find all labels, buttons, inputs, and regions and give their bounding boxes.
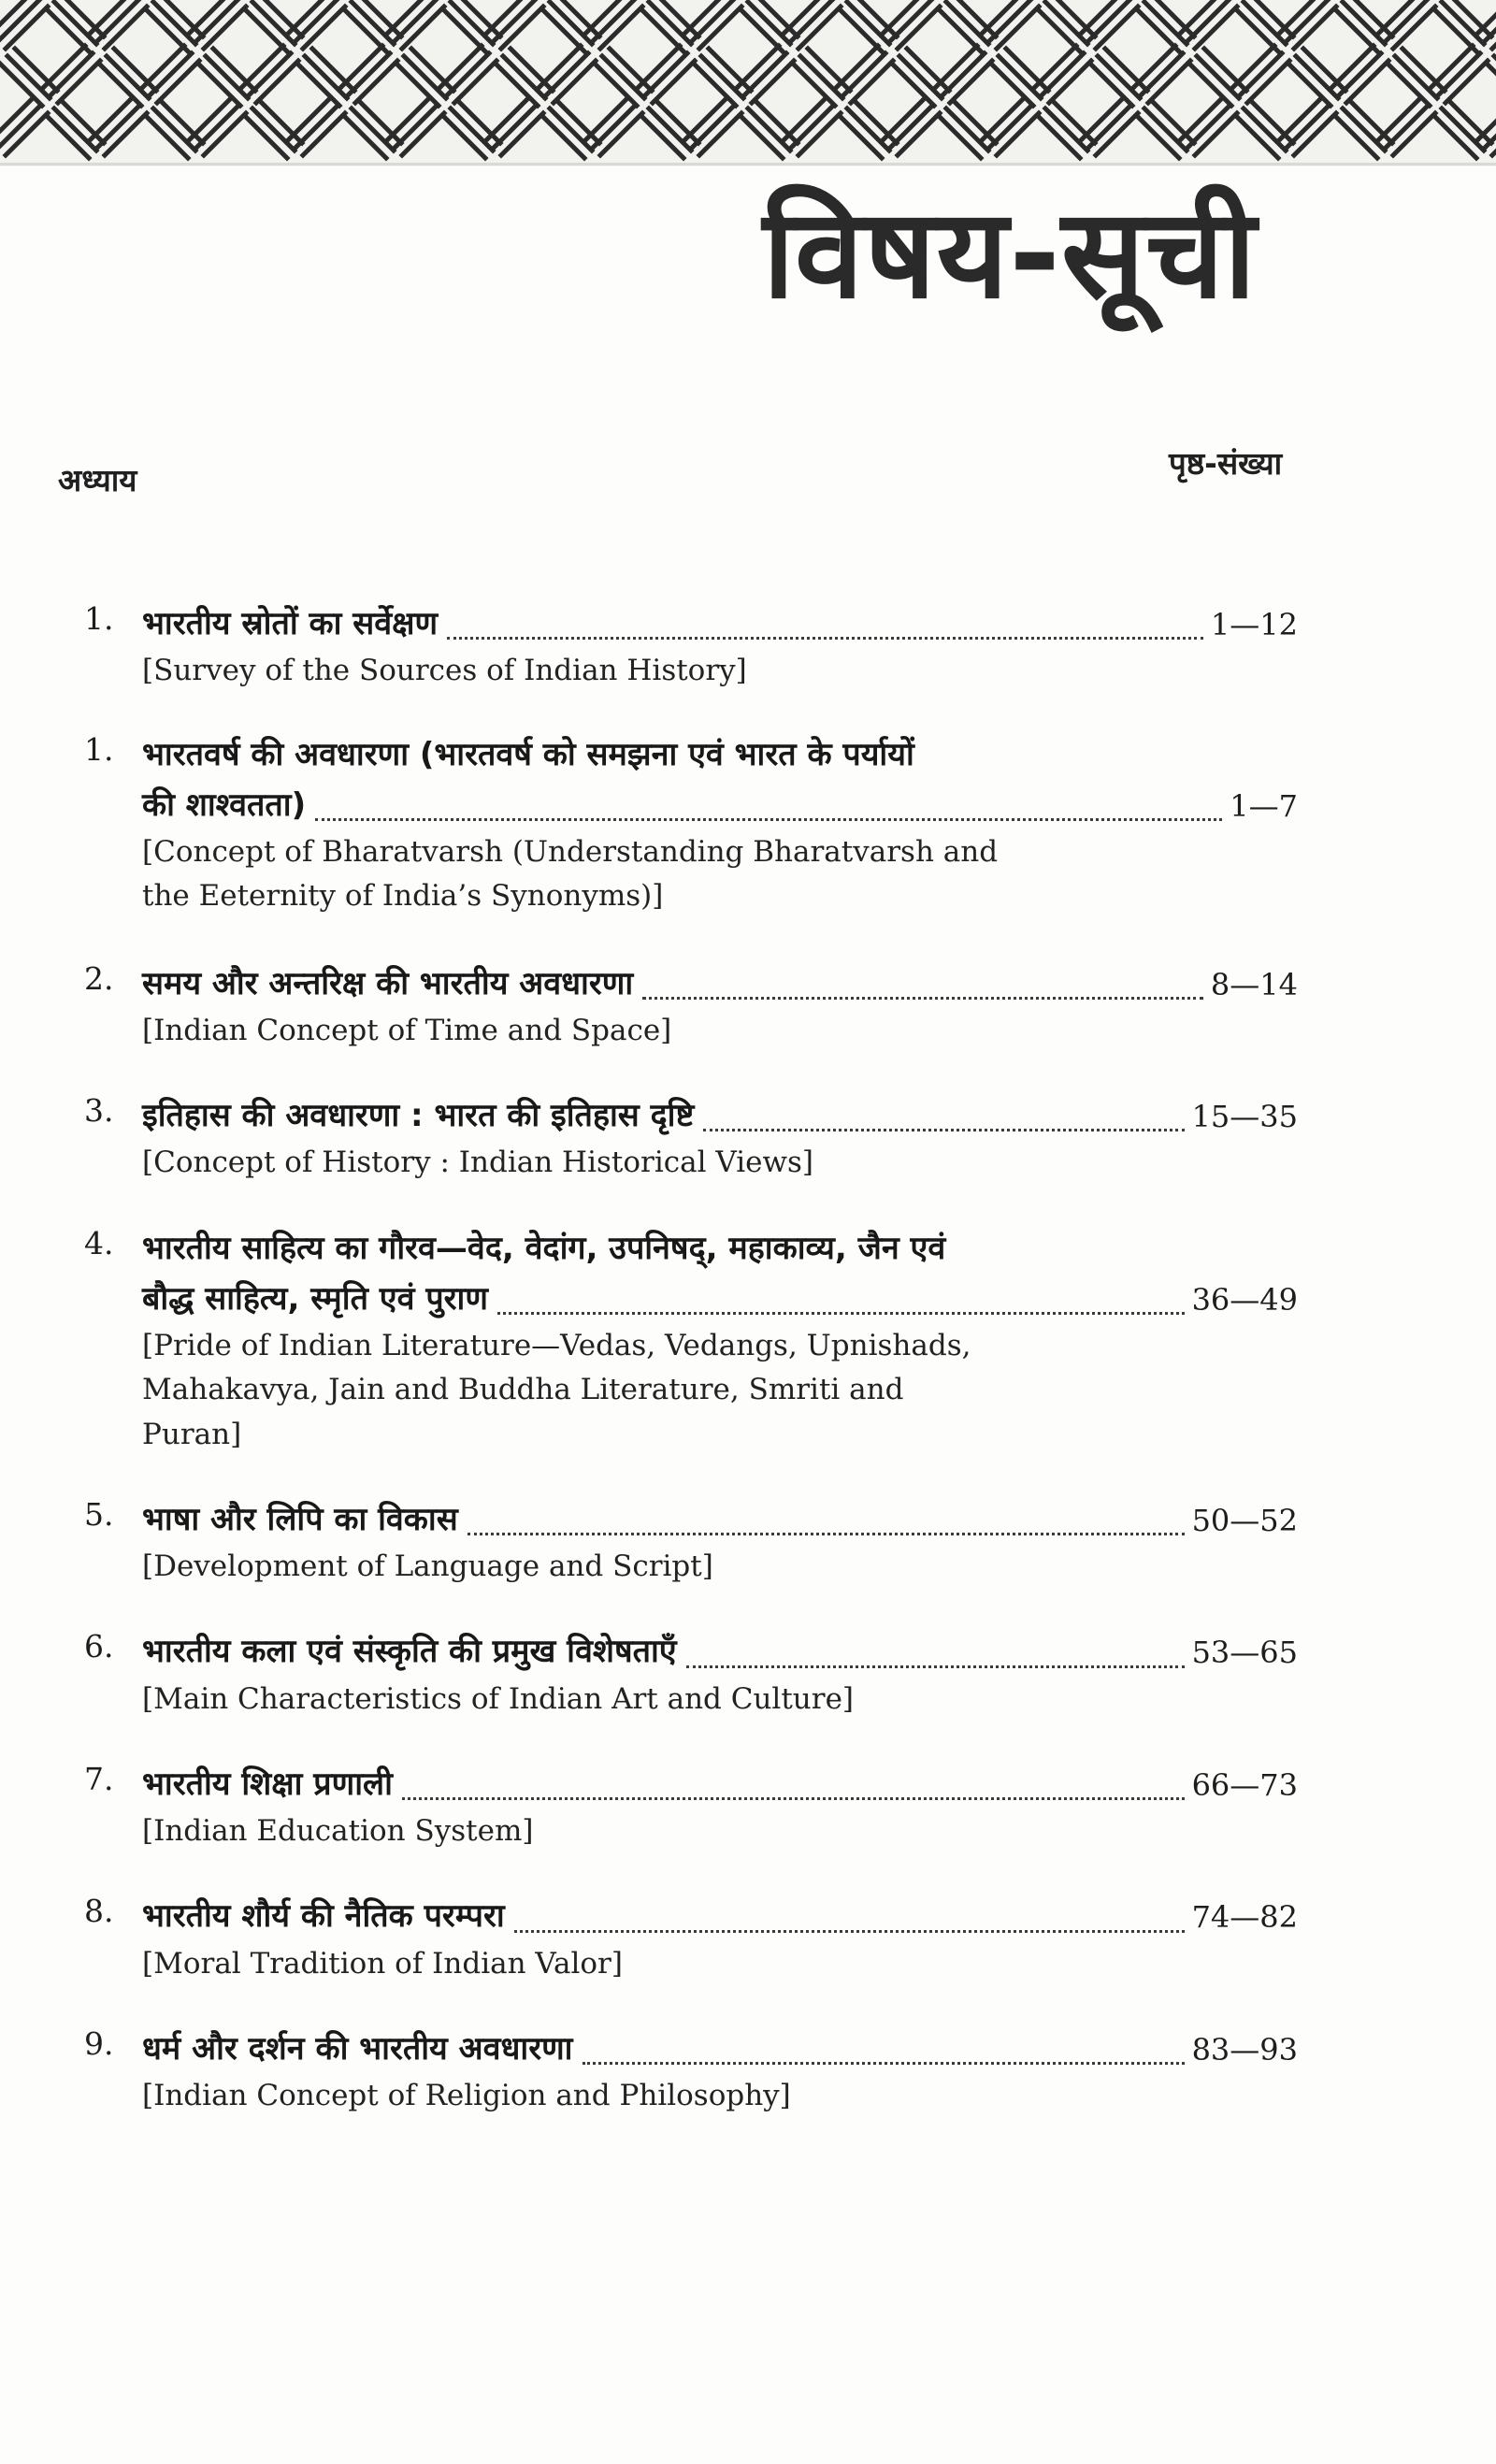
entry-body — [142, 1223, 1298, 1457]
entry-number: 6. — [84, 1628, 114, 1665]
dot-leader — [315, 818, 1222, 821]
entry-number: 7. — [84, 1760, 114, 1797]
english-title-line: [Pride of Indian Literature—Vedas, Vedangs, Upnishads, — [142, 1329, 971, 1363]
toc-entry — [84, 1223, 1374, 1457]
entry-title-line — [142, 598, 1298, 649]
english-title: [Indian Education System] — [142, 1814, 534, 1848]
chapter-column-heading: अध्याय — [58, 462, 137, 498]
dot-leader — [402, 1797, 1185, 1800]
dot-leader — [514, 1930, 1185, 1933]
entry-title-line — [142, 1274, 1298, 1324]
page-range: 53—65 — [1191, 1635, 1298, 1671]
hindi-title: भारतीय शिक्षा प्रणाली — [142, 1765, 393, 1803]
page-title: विषय-सूची — [762, 182, 1258, 326]
page-range: 15—35 — [1191, 1099, 1298, 1135]
page-range: 50—52 — [1191, 1502, 1298, 1538]
toc-entry — [84, 1759, 1374, 1854]
entry-number: 5. — [84, 1495, 114, 1533]
entry-body — [142, 1759, 1298, 1854]
hindi-title: धर्म और दर्शन की भारतीय अवधारणा — [142, 2029, 573, 2068]
english-title-line: [Concept of Bharatvarsh (Understanding Bharatvarsh and — [142, 835, 999, 870]
toc-entry — [84, 729, 1374, 919]
page-range: 83—93 — [1191, 2031, 1298, 2068]
toc-entry — [84, 1090, 1374, 1186]
entry-body — [142, 729, 1298, 919]
page-range: 66—73 — [1191, 1766, 1298, 1803]
entry-number: 4. — [84, 1224, 114, 1261]
hindi-title: भारतीय कला एवं संस्कृति की प्रमुख विशेषताएँ — [142, 1633, 677, 1671]
hindi-title: भारतीय स्रोतों का सर्वेक्षण — [142, 605, 439, 642]
page-range: 1—12 — [1210, 607, 1298, 643]
dot-leader — [686, 1665, 1185, 1668]
hindi-title-continuation: बौद्ध साहित्य, स्मृति एवं पुराण — [142, 1279, 488, 1318]
entry-body — [142, 958, 1298, 1054]
english-title: [Development of Language and Script] — [142, 1549, 713, 1583]
entry-number: 1. — [84, 600, 114, 637]
english-title: [Survey of the Sources of Indian History] — [142, 654, 747, 688]
hindi-title: इतिहास की अवधारणा : भारत की इतिहास दृष्टि — [142, 1097, 695, 1134]
entry-title-line — [142, 1891, 1298, 1941]
entry-number: 1. — [84, 730, 114, 768]
decorative-pattern-band — [0, 0, 1496, 166]
entry-body — [142, 1626, 1298, 1722]
toc-entry — [84, 598, 1374, 694]
table-of-contents — [84, 598, 1374, 2155]
dot-leader — [468, 1533, 1185, 1535]
entry-body — [142, 598, 1298, 694]
entry-number: 2. — [84, 959, 114, 997]
english-title: [Indian Concept of Time and Space] — [142, 1013, 672, 1047]
dot-leader — [583, 2062, 1185, 2065]
entry-title-line — [142, 2024, 1298, 2074]
toc-entry — [84, 1626, 1374, 1722]
entry-body — [142, 1891, 1298, 1986]
hindi-title: समय और अन्तरिक्ष की भारतीय अवधारणा — [142, 964, 634, 1002]
dot-leader — [497, 1312, 1185, 1315]
hindi-title-line: भारतवर्ष की अवधारणा (भारतवर्ष को समझना एवं भारत के पर्यायों — [142, 735, 914, 773]
hindi-title-continuation: की शाश्वतता) — [142, 785, 307, 824]
entry-body — [142, 1090, 1298, 1186]
toc-entry — [84, 2024, 1374, 2119]
entry-title-line — [142, 1626, 1298, 1677]
entry-number: 9. — [84, 2025, 114, 2062]
entry-title-line — [142, 780, 1298, 830]
english-title-line: Mahakavya, Jain and Buddha Literature, Smriti and — [142, 1373, 904, 1407]
hindi-title: भाषा और लिपि का विकास — [142, 1500, 458, 1538]
entry-title-line — [142, 1494, 1298, 1545]
dot-leader — [447, 637, 1203, 640]
toc-entry — [84, 1891, 1374, 1986]
page-range: 8—14 — [1210, 966, 1298, 1002]
page-number-column-heading: पृष्ठ-संख्या — [1169, 445, 1283, 482]
pattern-divider — [0, 163, 1496, 166]
entry-body — [142, 1494, 1298, 1590]
dot-leader — [703, 1129, 1184, 1131]
toc-entry — [84, 958, 1374, 1054]
page-range: 1—7 — [1230, 788, 1298, 825]
entry-title-line — [142, 1090, 1298, 1141]
decorative-pattern-graphic — [0, 0, 1496, 166]
bottom-margin — [0, 2455, 1496, 2464]
hindi-title-line: भारतीय साहित्य का गौरव—वेद, वेदांग, उपनिषद्, महाकाव्य, जैन एवं — [142, 1229, 946, 1267]
dot-leader — [642, 997, 1203, 1000]
entry-body — [142, 2024, 1298, 2119]
toc-entry — [84, 1494, 1374, 1590]
entry-number: 3. — [84, 1092, 114, 1129]
entry-title-line — [142, 1759, 1298, 1809]
english-title: [Concept of History : Indian Historical Views] — [142, 1146, 813, 1180]
english-title-line: the Eeternity of India’s Synonyms)] — [142, 879, 664, 914]
english-title: [Moral Tradition of Indian Valor] — [142, 1946, 623, 1981]
english-title: [Main Characteristics of Indian Art and Culture] — [142, 1681, 855, 1716]
entry-title-line — [142, 958, 1298, 1009]
english-title: [Indian Concept of Religion and Philosophy] — [142, 2079, 791, 2112]
english-title-line: Puran] — [142, 1417, 242, 1451]
page-range: 36—49 — [1191, 1282, 1298, 1318]
entry-number: 8. — [84, 1893, 114, 1930]
hindi-title: भारतीय शौर्य की नैतिक परम्परा — [142, 1897, 505, 1936]
page-range: 74—82 — [1191, 1899, 1298, 1936]
